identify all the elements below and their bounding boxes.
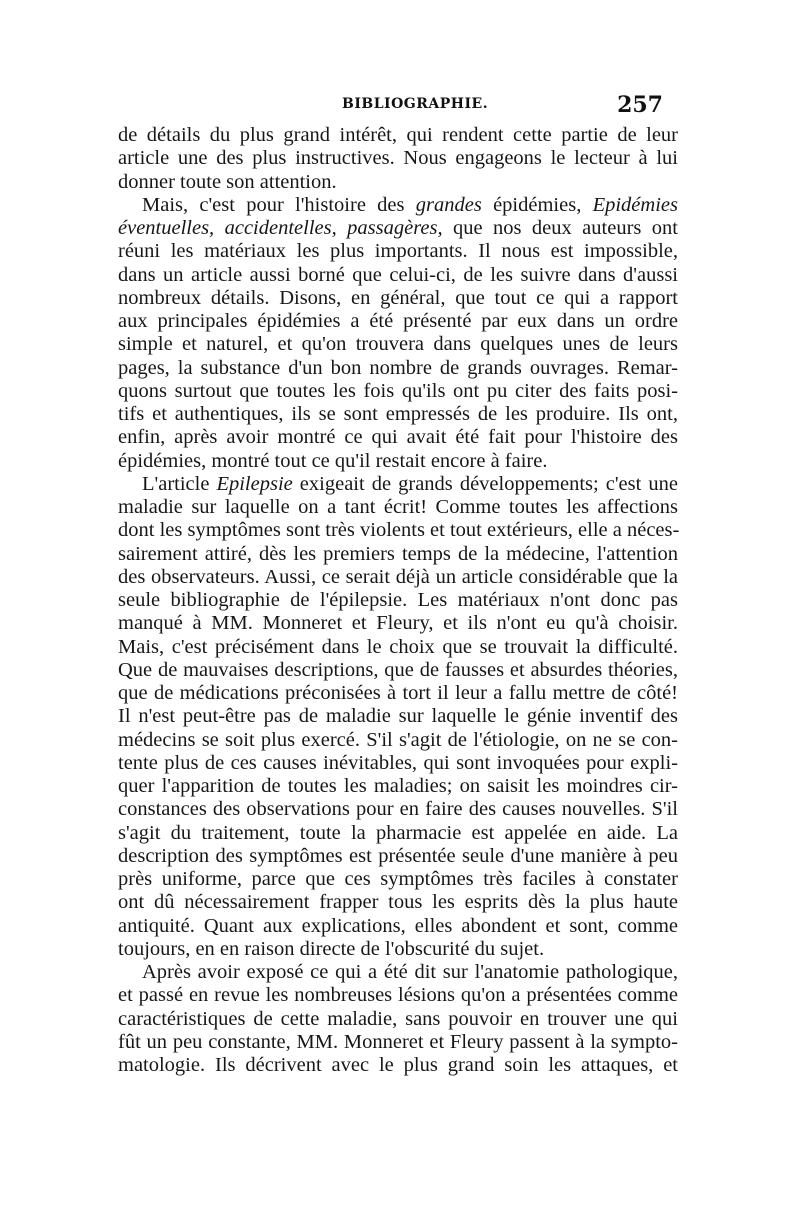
text-line: quons surtout que toutes les fois qu'ils ont pu citer des faits posi- — [118, 379, 678, 402]
text-line: article une des plus instructives. Nous engageons le lecteur à lui — [118, 147, 678, 170]
text-line: constances des observations pour en faire des causes nouvelles. S'il — [118, 798, 678, 821]
running-head: BIBLIOGRAPHIE. — [342, 96, 489, 112]
page-header — [118, 92, 663, 120]
text-line: Mais, c'est précisément dans le choix que se trouvait la difficulté. — [118, 635, 678, 658]
text-line: matologie. Ils décrivent avec le plus grand soin les attaques, et — [118, 1054, 678, 1076]
body-text — [118, 124, 678, 1077]
text-line: Il n'est peut-être pas de maladie sur laquelle le génie inventif des — [118, 705, 678, 728]
text-line: éventuelles, accidentelles, passagères, que nos deux auteurs ont — [118, 217, 678, 239]
text-line: pages, la substance d'un bon nombre de grands ouvrages. Remar- — [118, 356, 678, 379]
text-line: nombreux détails. Disons, en général, que tout ce qui a rapport — [118, 286, 678, 309]
text-line: réuni les matériaux les plus importants. Il nous est impossible, — [118, 240, 678, 263]
text-line: Mais, c'est pour l'histoire des grandes épidémies, Epidémies — [142, 193, 678, 216]
text-line: et passé en revue les nombreuses lésions qu'on a présentées comme — [118, 984, 678, 1007]
text-line: Que de mauvaises descriptions, que de fausses et absurdes théories, — [118, 658, 678, 681]
text-line: médecins se soit plus exercé. S'il s'agit de l'étiologie, on ne se con- — [118, 728, 678, 751]
text-line: tente plus de ces causes inévitables, qui sont invoquées pour expli- — [118, 751, 678, 774]
text-line: épidémies, montré tout ce qu'il restait encore à faire. — [118, 449, 548, 472]
text-line: quer l'apparition de toutes les maladies; on saisit les moindres cir- — [118, 775, 678, 797]
text-line: aux principales épidémies a été présenté par eux dans un ordre — [118, 310, 678, 332]
text-line: donner toute son attention. — [118, 170, 337, 193]
text-line: Après avoir exposé ce qui a été dit sur l'anatomie pathologique, — [142, 961, 678, 983]
text-line: sairement attiré, dès les premiers temps de la médecine, l'attention — [118, 542, 678, 565]
text-line: des observateurs. Aussi, ce serait déjà un article considérable que la — [118, 565, 678, 588]
text-line: de détails du plus grand intérêt, qui rendent cette partie de leur — [118, 124, 678, 146]
text-line: près uniforme, parce que ces symptômes très faciles à constater — [118, 868, 678, 890]
text-line: ont dû nécessairement frapper tous les esprits dès la plus haute — [118, 891, 678, 914]
text-line: manqué à MM. Monneret et Fleury, et ils n'ont eu qu'à choisir. — [118, 612, 678, 635]
text-line: enfin, après avoir montré ce qui avait été fait pour l'histoire des — [118, 426, 678, 449]
text-line: caractéristiques de cette maladie, sans pouvoir en trouver une qui — [118, 1007, 678, 1030]
text-line: description des symptômes est présentée seule d'une manière à peu — [118, 844, 678, 867]
text-line: tifs et authentiques, ils se sont empressés de les produire. Ils ont, — [118, 403, 678, 425]
text-line: L'article Epilepsie exigeait de grands développements; c'est une — [142, 472, 678, 495]
text-line: que de médications préconisées à tort il leur a fallu mettre de côté! — [118, 682, 678, 704]
text-line: fût un peu constante, MM. Monneret et Fleury passent à la sympto- — [118, 1030, 678, 1053]
text-line: dans un article aussi borné que celui-ci, de les suivre dans d'aussi — [118, 263, 678, 286]
text-line: seule bibliographie de l'épilepsie. Les matériaux n'ont donc pas — [118, 589, 678, 611]
page-number: 257 — [617, 92, 663, 118]
text-line: antiquité. Quant aux explications, elles abondent et sont, comme — [118, 914, 678, 937]
text-line: dont les symptômes sont très violents et tout extérieurs, elle a néces- — [118, 519, 680, 542]
text-line: toujours, en en raison directe de l'obscurité du sujet. — [118, 937, 545, 960]
text-line: simple et naturel, et qu'on trouvera dans quelques unes de leurs — [118, 333, 678, 356]
text-line: maladie sur laquelle on a tant écrit! Comme toutes les affections — [118, 496, 678, 518]
text-line: s'agit du traitement, toute la pharmacie est appelée en aide. La — [118, 821, 678, 844]
